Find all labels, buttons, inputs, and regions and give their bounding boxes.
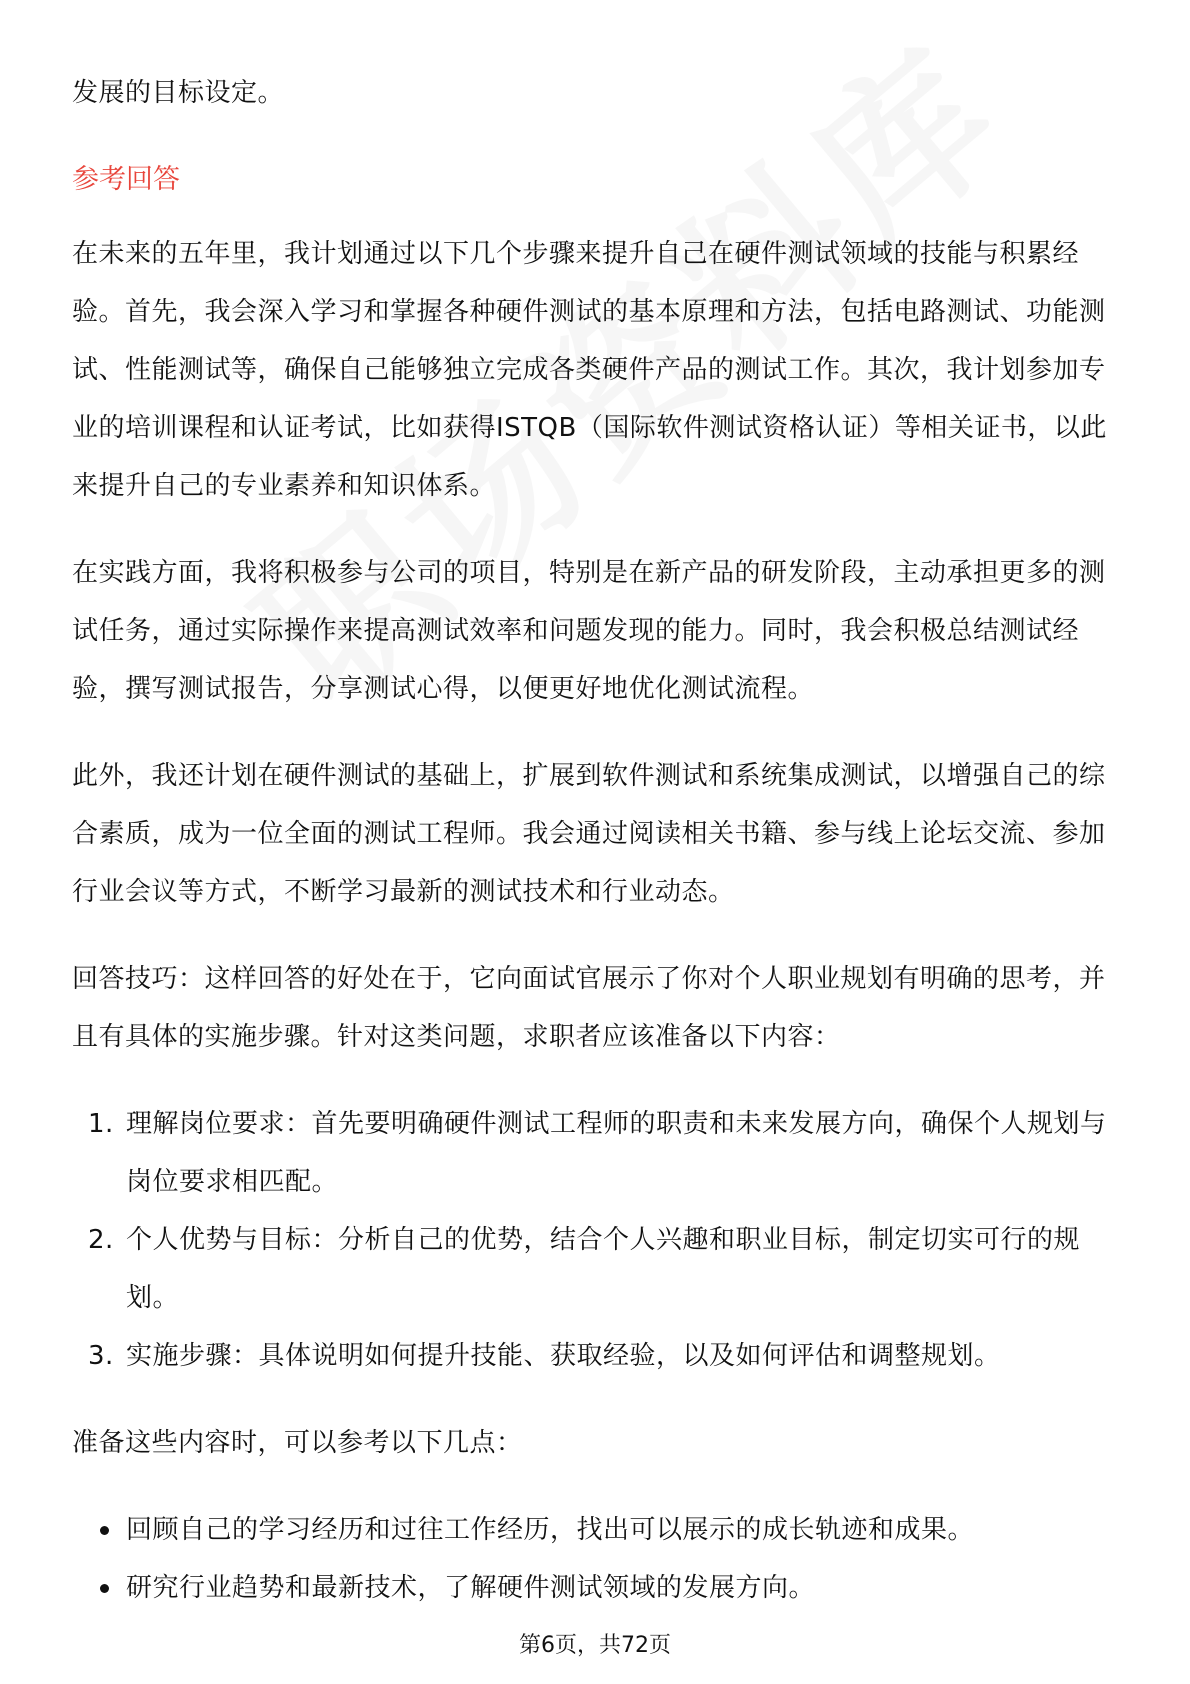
prep-intro-text: 准备这些内容时，可以参考以下几点： xyxy=(72,1428,523,1458)
paragraph-2: 在实践方面，我将积极参与公司的项目，特别是在新产品的研发阶段，主动承担更多的测试任务，通过实际操作来提高测试效率和问题发现的能力。同时，我会积极总结测试经验，撰写测试报告，分享测试心得，以便更好地优化测试流程。 xyxy=(72,558,1106,704)
list-number: 1. xyxy=(88,1109,114,1139)
list-item xyxy=(72,1501,1118,1559)
section-heading: 参考回答 xyxy=(72,164,180,195)
list-item-text: 个人优势与目标：分析自己的优势，结合个人兴趣和职业目标，制定切实可行的规划。 xyxy=(126,1225,1081,1313)
paragraph-3: 此外，我还计划在硬件测试的基础上，扩展到软件测试和系统集成测试，以增强自己的综合素质，成为一位全面的测试工程师。我会通过阅读相关书籍、参与线上论坛交流、参加行业会议等方式，不断学习最新的测试技术和行业动态。 xyxy=(72,761,1106,907)
list-item xyxy=(72,1095,1118,1211)
list-item xyxy=(72,1211,1118,1327)
bullet-list xyxy=(72,1501,1118,1617)
list-item xyxy=(72,1559,1118,1617)
document-page xyxy=(72,64,1118,1617)
paragraph-4: 回答技巧：这样回答的好处在于，它向面试官展示了你对个人职业规划有明确的思考，并且有具体的实施步骤。针对这类问题，求职者应该准备以下内容： xyxy=(72,964,1106,1052)
bullet-icon xyxy=(100,1584,109,1593)
intro-tail-text: 发展的目标设定。 xyxy=(72,78,285,108)
page-footer: 第6页，共72页 xyxy=(519,1633,671,1658)
bullet-icon xyxy=(100,1526,109,1535)
list-item-text: 实施步骤：具体说明如何提升技能、获取经验，以及如何评估和调整规划。 xyxy=(126,1341,1001,1371)
list-item-text: 研究行业趋势和最新技术，了解硬件测试领域的发展方向。 xyxy=(126,1573,816,1603)
list-item-text: 理解岗位要求：首先要明确硬件测试工程师的职责和未来发展方向，确保个人规划与岗位要求相匹配。 xyxy=(126,1109,1107,1197)
list-item-text: 回顾自己的学习经历和过往工作经历，找出可以展示的成长轨迹和成果。 xyxy=(126,1515,975,1545)
list-item xyxy=(72,1327,1118,1385)
list-number: 3. xyxy=(88,1341,114,1371)
paragraph-1: 在未来的五年里，我计划通过以下几个步骤来提升自己在硬件测试领域的技能与积累经验。首先，我会深入学习和掌握各种硬件测试的基本原理和方法，包括电路测试、功能测试、性能测试等，确保自己能够独立完成各类硬件产品的测试工作。其次，我计划参加专业的培训课程和认证考试，比如获得ISTQB（国际软件测试资格认证）等相关证书，以此来提升自己的专业素养和知识体系。 xyxy=(72,239,1107,501)
list-number: 2. xyxy=(88,1225,114,1255)
ordered-list xyxy=(72,1095,1118,1385)
